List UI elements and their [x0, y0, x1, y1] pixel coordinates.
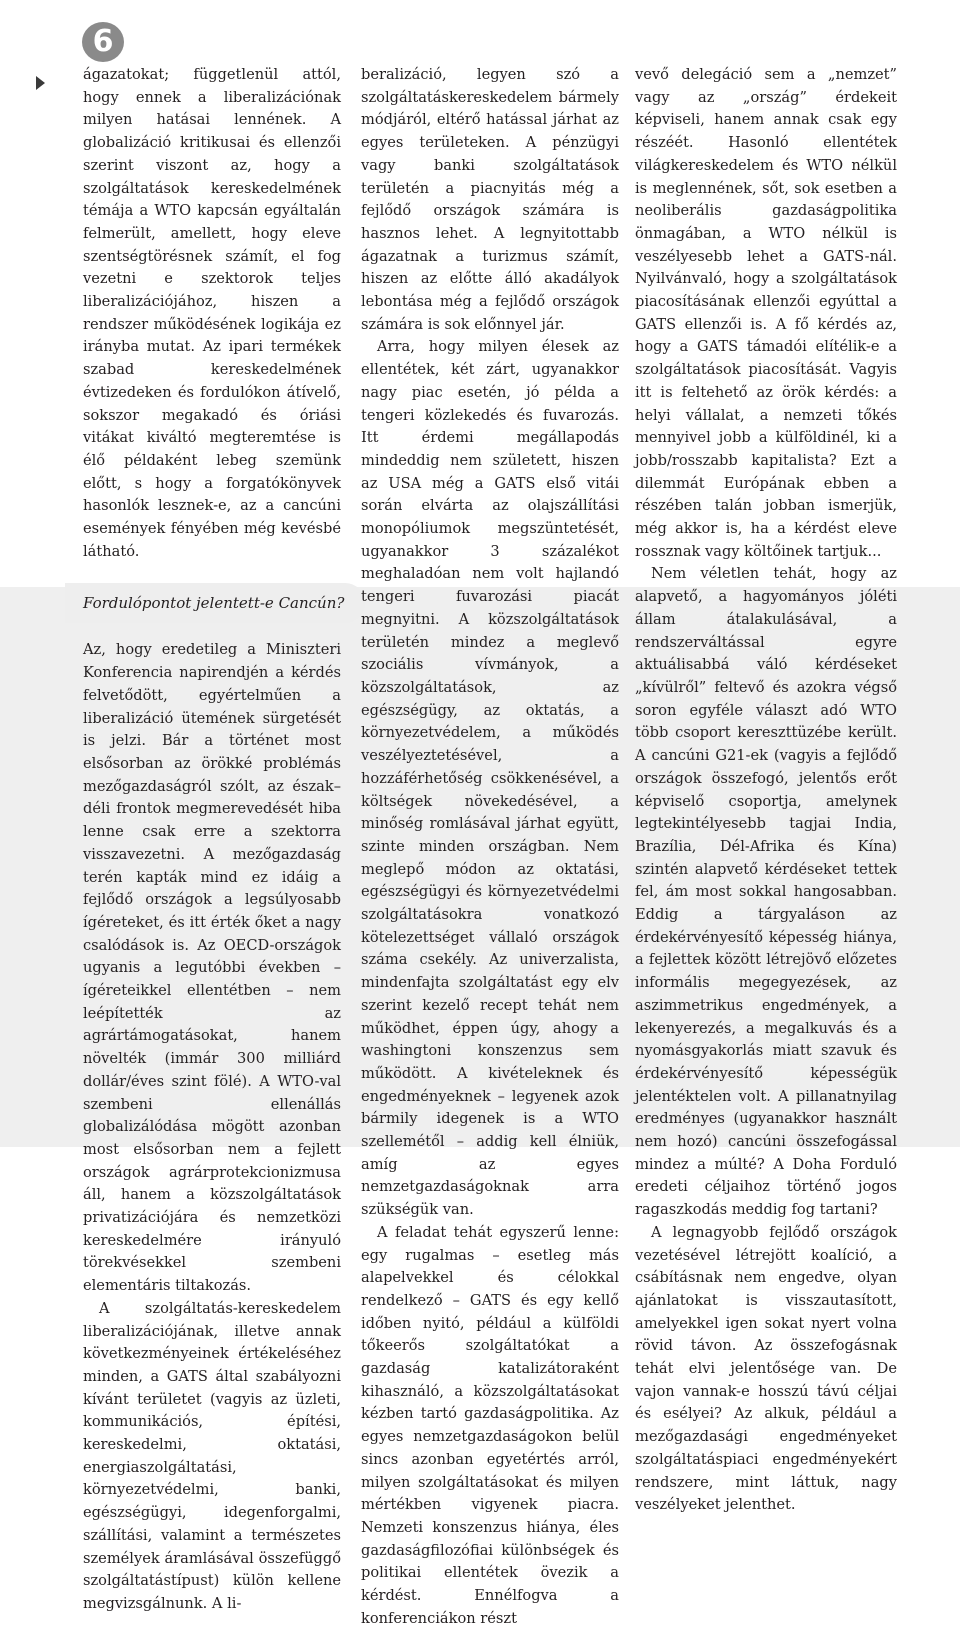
section-heading — [65, 583, 365, 623]
text-column-1 — [83, 64, 345, 1616]
paragraph: vevő delegáció sem a „nemzet” vagy az „ország” érdekeit képviseli, hanem annak csak egy részéét. Hasonló ellentétek világkereskedelem és WTO nélkül is meglennének, sőt, sok esetben a neoliberális gazdaságpolitika önmagában, a WTO nélkül is veszélyesebb lehet a GATS-nál. Nyilvánvaló, hogy a szolgáltatások piacosításának ellenzői egyúttal a GATS ellenzői is. A fő kérdés az, hogy a GATS támadói elítélik-e a szolgáltatások piacosítását. Vagyis itt is feltehető az örök kérdés: a helyi vállalat, a nemzeti tőkés mennyivel jobb a külföldinél, ki a jobb/rosszabb kapitalista? Ezt a dilemmát Európának ebben a részében talán jobban ismerjük, még akkor is, ha a kérdést eleve rossznak vagy költőinek tartjuk... — [635, 66, 897, 560]
paragraph: A feladat tehát egyszerű lenne: egy rugalmas – esetleg más alapelvekkel és célokkal rendelkező – GATS és egy kellő időben nyitó, például a külföldi tőkeerős szolgáltatókat a gazdaság katalizátoraként kihasználó, a közszolgáltatásokat kézben tartó gazdaságpolitika. Az egyes nemzetgazdaságokon belül sincs azonban egyetértés arról, milyen szolgáltatásokat és milyen mértékben vigyenek piacra. Nemzeti konszenzus hiánya, éles gazdaságfilozófiai különbségek és politikai ellentétek övezik a kérdést. Ennélfogva a konferenciákon részt — [361, 1223, 619, 1627]
page-number-badge — [82, 22, 124, 62]
page-number: 6 — [92, 24, 114, 59]
paragraph: Nem véletlen tehát, hogy az alapvető, a hagyományos jóléti állam átalakulásával, a rendszerváltással egyre aktuálisabbá váló kérdéseket „kívülről” feltevő és azokra végső soron egyféle választ adó WTO több csoport kereszttüzébe került. A cancúni G21-ek (vagyis a fejlődő országok összefogó, jelentős erőt képviselő csoportja, amelynek legtekintélyesebb tagjai India, Brazília, Dél-Afrika és Kína) szintén alapvető kérdéseket tettek fel, ám most sokkal hangosabban. Eddig a tárgyaláson az érdekérvényesítő képesség hiánya, a fejlettek között létrejövő előzetes informális megegyezések, az aszimmetrikus engedmények, a lekenyerezés, a megalkuvás és a nyomásgyakorlás miatt szavuk és érdekérvényesítő képességük jelentéktelen volt. A pillanatnyilag eredményes (ugyanakkor használt nem hozó) cancúni összefogással mindez a múlté? A Doha Forduló eredeti céljaihoz történő jogos ragaszkodás meddig fog tartani? — [635, 565, 897, 1219]
section-heading-text: Fordulópontot jelentett-e Cancún? — [83, 594, 345, 613]
paragraph: Az, hogy eredetileg a Miniszteri Konferencia napirendjén a kérdés felvetődött, egyértelműen a liberalizáció ütemének sürgetését is jelzi. Bár a történet most elsősorban az örökké problémás mezőgazdaságról szólt, az észak–déli frontok megmerevedését hiba lenne csak erre a szektorra visszavezetni. A mezőgazdaság terén kapták mind ez idáig a fejlődő országok a legsúlyosabb ígéreteket, és itt érték őket a nagy csalódások is. Az OECD-országok ugyanis a legutóbbi években – ígéreteikkel ellentétben – nem leépítették az agrártámogatásokat, hanem növelték (immár 300 milliárd dollár/éves szint fölé). A WTO-val szembeni ellenállás globalizálódása mögött azonban most elsősorban nem a fejlett országok agrárprotekcionizmusa áll, hanem a közszolgáltatások privatizációjára és nemzetközi kereskedelmére irányuló törekvésekkel szembeni elementáris tiltakozás. — [83, 641, 341, 1295]
paragraph: Arra, hogy milyen élesek az ellentétek, két zárt, ugyanakkor nagy piac esetén, jó példa a tengeri közlekedés és fuvarozás. Itt érdemi megállapodás mindeddig nem született, hiszen az USA még a GATS első vitái során elvárta az olajszállítási monopóliumok megszüntetését, ugyanakkor 3 százalékot meghaladóan nem volt hajlandó tengeri fuvarozási piacát megnyitni. A közszolgáltatások területén mindez a meglevő szociális vívmányok, a közszolgáltatások, az egészségügy, az oktatás, a környezetvédelem, a működés veszélyeztetésével, a hozzáférhetőség csökkenésével, a költségek növekedésével, a minőség romlásával járhat együtt, szinte minden országban. Nem meglepő módon az oktatási, egészségügyi és környezetvédelmi szolgáltatásokra vonatkozó kötelezettséget vállaló országok száma csekély. Az univerzalista, mindenfajta szolgáltatást egy elv szerint kezelő recept tehát nem működhet, éppen úgy, ahogy a washingtoni konszenzus sem működött. A kivételeknek és engedményeknek – legyenek azok bármily idegenek is a WTO szellemétől – addig kell élniük, amíg az egyes nemzetgazdaságoknak arra szükségük van. — [361, 338, 619, 1219]
paragraph: A szolgáltatás-kereskedelem liberalizációjának, illetve annak következményeinek értékeléséhez minden, a GATS által szabályozni kívánt területet (vagyis az üzleti, kommunikációs, építési, kereskedelmi, oktatási, energiaszolgáltatási, környezetvédelmi, banki, egészségügyi, idegenforgalmi, szállítási, valamint a természetes személyek áramlásával összefüggő szolgáltatástípust) külön kellene megvizsgálnunk. A li- — [83, 1299, 341, 1612]
paragraph: ágazatokat; függetlenül attól, hogy ennek a liberalizációnak milyen hatásai lennének. A globalizáció kritikusai és ellenzői szerint viszont az, hogy a szolgáltatások kereskedelmének témája a WTO kapcsán egyáltalán felmerült, amellett, hogy eleve szentségtörésnek számít, el fog vezetni e szektorok teljes liberalizációjához, hiszen a rendszer működésének logikája ez irányba mutat. Az ipari termékek szabad kereskedelmének évtizedeken és fordulókon átívelő, sokszor megakadó és óriási vitákat kiváltó megteremtése is élő példaként lebeg szemünk előtt, s hogy a forgatókönyvek hasonlók lesznek-e, az a cancúni események fényében még kevésbé látható. — [83, 66, 341, 560]
paragraph: beralizáció, legyen szó a szolgáltatáskereskedelem bármely módjáról, eltérő hatással járhat az egyes területeken. A pénzügyi vagy banki szolgáltatások területén a piacnyitás még a fejlődő országok számára is hasznos lehet. A legnyitottabb ágazatnak a turizmus számít, hiszen az előtte álló akadályok lebontása még a fejlődő országok számára is sok előnnyel jár. — [361, 66, 619, 333]
text-column-2 — [361, 64, 619, 1631]
play-arrow-icon — [36, 76, 45, 90]
paragraph: A legnagyobb fejlődő országok vezetésével létrejött koalíció, a csábításnak nem engedve, olyan ajánlatokat is visszautasított, amelyekkel igen sokat nyert volna rövid távon. Az összefogásnak tehát elvi jelentősége van. De vajon vannak-e hosszú távú céljai és esélyei? Az alkuk, például a mezőgazdasági engedményeket szolgáltatáspiaci engedményekért rendszere, mint láttuk, nagy veszélyeket jelenthet. — [635, 1223, 897, 1514]
text-column-3 — [635, 64, 897, 1517]
